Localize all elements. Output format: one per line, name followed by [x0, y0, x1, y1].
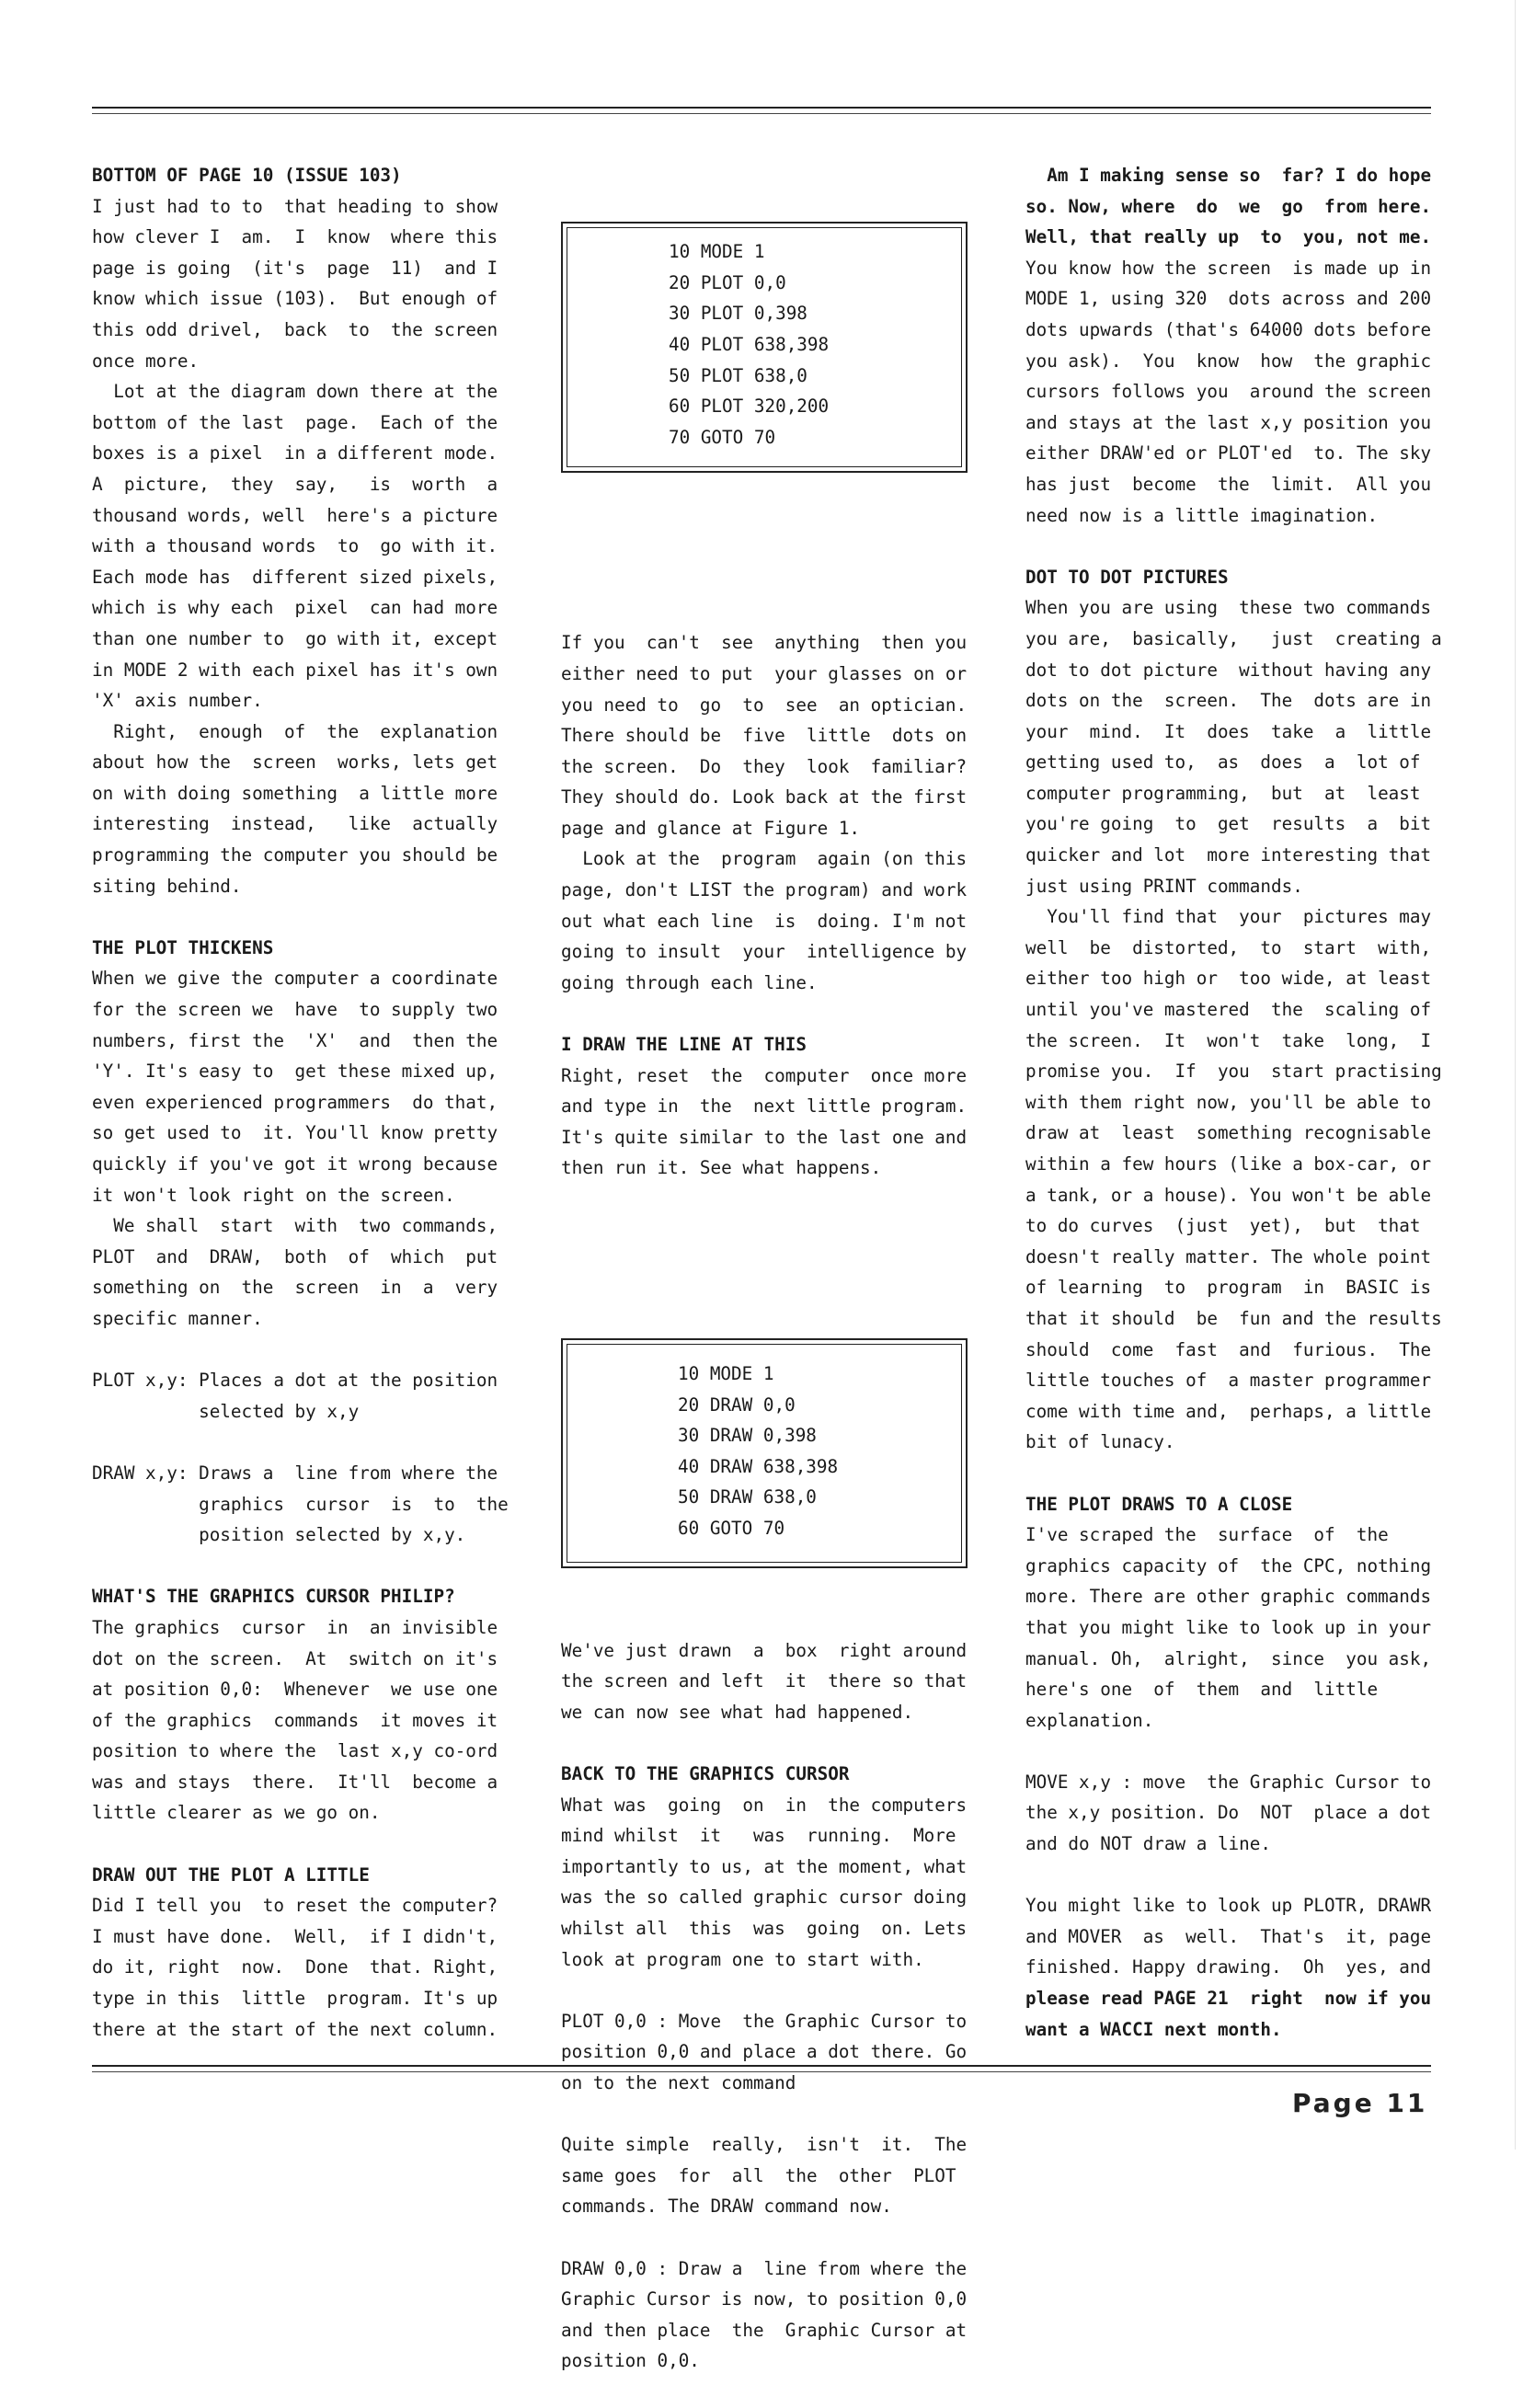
section-heading: WHAT'S THE GRAPHICS CURSOR PHILIP?: [92, 1586, 455, 1608]
text-line: page, don't LIST the program) and work: [561, 879, 968, 901]
section-heading: Well, that really up to you, not me.: [1025, 226, 1432, 248]
text-line: [561, 1975, 977, 2006]
text-line: DRAW 0,0 : Draw a line from where the: [561, 2257, 968, 2279]
text-line: within a few hours (like a box-car, or: [1025, 1153, 1432, 1175]
text-line: DRAW x,y: Draws a line from where the: [92, 1462, 498, 1484]
program-line: 50 PLOT 638,0: [669, 364, 807, 386]
text-line: either too high or too wide, at least: [1025, 968, 1432, 990]
text-line: that you might like to look up in your: [1025, 1616, 1432, 1638]
text-line: page is going (it's page 11) and I: [92, 257, 498, 279]
middle-column-text-a: [561, 627, 977, 1184]
text-line: siting behind.: [92, 875, 242, 897]
text-line: Each mode has different sized pixels,: [92, 566, 498, 588]
text-line: computer programming, but at least: [1025, 782, 1421, 804]
program-line: 10 MODE 1: [678, 1362, 774, 1384]
left-column: [92, 160, 508, 2045]
text-line: selected by x,y: [92, 1400, 360, 1422]
scan-edge: [1515, 0, 1516, 2150]
text-line: the screen. It won't take long, I: [1025, 1029, 1432, 1051]
text-line: and then place the Graphic Cursor at: [561, 2319, 968, 2341]
text-line: of the graphics commands it moves it: [92, 1709, 498, 1731]
text-line: numbers, first the 'X' and then the: [92, 1029, 498, 1051]
text-line: position 0,0 and place a dot there. Go: [561, 2041, 968, 2063]
text-line: come with time and, perhaps, a little: [1025, 1400, 1432, 1422]
text-line: then run it. See what happens.: [561, 1157, 882, 1179]
text-line: and type in the next little program.: [561, 1095, 968, 1118]
text-line: graphics capacity of the CPC, nothing: [1025, 1554, 1432, 1577]
text-line: [1025, 1458, 1439, 1489]
text-line: quicker and lot more interesting that: [1025, 844, 1432, 866]
middle-column-text-b: [561, 1635, 977, 2377]
text-line: interesting instead, like actually: [92, 813, 498, 835]
text-line: about how the screen works, lets get: [92, 751, 498, 774]
program-line: 50 DRAW 638,0: [678, 1486, 817, 1508]
section-heading: THE PLOT THICKENS: [92, 936, 274, 958]
text-line: bit of lunacy.: [1025, 1431, 1175, 1453]
text-line: know which issue (103). But enough of: [92, 288, 498, 310]
text-line: dots on the screen. The dots are in: [1025, 690, 1432, 712]
text-line: the screen and left it there so that: [561, 1670, 968, 1692]
program-line: 70 GOTO 70: [669, 426, 776, 448]
text-line: at position 0,0: Whenever we use one: [92, 1679, 498, 1701]
text-line: Lot at the diagram down there at the: [92, 381, 498, 403]
text-line: thousand words, well here's a picture: [92, 504, 498, 526]
text-line: [1025, 1736, 1439, 1767]
text-line: of learning to program in BASIC is: [1025, 1277, 1432, 1299]
text-line: you ask). You know how the graphic: [1025, 350, 1432, 372]
text-line: this odd drivel, back to the screen: [92, 318, 498, 340]
text-line: position 0,0.: [561, 2350, 700, 2372]
text-line: You might like to look up PLOTR, DRAWR: [1025, 1895, 1432, 1917]
text-line: little clearer as we go on.: [92, 1802, 381, 1824]
text-line: [92, 1335, 508, 1366]
text-line: out what each line is doing. I'm not: [561, 910, 968, 932]
program-line: 30 PLOT 0,398: [669, 303, 807, 325]
text-line: was the so called graphic cursor doing: [561, 1886, 968, 1909]
text-line: The graphics cursor in an invisible: [92, 1616, 498, 1638]
section-heading: Am I making sense so far? I do hope: [1025, 165, 1432, 186]
text-line: 'X' axis number.: [92, 690, 263, 712]
text-line: [92, 1427, 508, 1458]
text-line: was and stays there. It'll become a: [92, 1771, 498, 1793]
section-heading: I DRAW THE LINE AT THIS: [561, 1034, 807, 1056]
top-rule: [92, 107, 1431, 109]
text-line: [1025, 531, 1439, 562]
text-line: manual. Oh, alright, since you ask,: [1025, 1647, 1432, 1669]
text-line: look at program one to start with.: [561, 1948, 924, 1970]
text-line: either DRAW'ed or PLOT'ed to. The sky: [1025, 442, 1432, 464]
text-line: commands. The DRAW command now.: [561, 2196, 892, 2218]
text-line: cursors follows you around the screen: [1025, 381, 1432, 403]
section-heading: want a WACCI next month.: [1025, 2018, 1282, 2040]
program-line: 10 MODE 1: [669, 241, 765, 263]
text-line: [561, 2222, 977, 2253]
text-line: for the screen we have to supply two: [92, 999, 498, 1021]
text-line: mind whilst it was running. More: [561, 1825, 956, 1847]
text-line: position to where the last x,y co-ord: [92, 1740, 498, 1762]
text-line: just using PRINT commands.: [1025, 875, 1303, 897]
text-line: and MOVER as well. That's it, page: [1025, 1925, 1432, 1947]
text-line: finished. Happy drawing. Oh yes, and: [1025, 1956, 1432, 1978]
text-line: in MODE 2 with each pixel has it's own: [92, 659, 498, 681]
text-line: more. There are other graphic commands: [1025, 1586, 1432, 1608]
text-line: PLOT x,y: Places a dot at the position: [92, 1370, 498, 1392]
text-line: your mind. It does take a little: [1025, 720, 1432, 742]
text-line: You know how the screen is made up in: [1025, 257, 1432, 279]
text-line: quickly if you've got it wrong because: [92, 1153, 498, 1175]
text-line: 'Y'. It's easy to get these mixed up,: [92, 1061, 498, 1083]
text-line: you're going to get results a bit: [1025, 813, 1432, 835]
text-line: [561, 998, 977, 1029]
text-line: going through each line.: [561, 971, 818, 993]
text-line: the x,y position. Do NOT place a dot: [1025, 1802, 1432, 1824]
text-line: has just become the limit. All you: [1025, 473, 1432, 495]
text-line: It's quite similar to the last one and: [561, 1126, 968, 1148]
text-line: well be distorted, to start with,: [1025, 936, 1432, 958]
text-line: Right, reset the computer once more: [561, 1064, 968, 1086]
text-line: graphics cursor is to the: [92, 1493, 509, 1515]
text-line: They should do. Look back at the first: [561, 786, 968, 808]
text-line: I've scraped the surface of the: [1025, 1524, 1389, 1546]
text-line: until you've mastered the scaling of: [1025, 999, 1432, 1021]
text-line: We shall start with two commands,: [92, 1215, 498, 1237]
text-line: on with doing something a little more: [92, 782, 498, 804]
text-line: I just had to to that heading to show: [92, 195, 498, 217]
text-line: which is why each pixel can had more: [92, 597, 498, 619]
text-line: We've just drawn a box right around: [561, 1639, 968, 1661]
text-line: draw at least something recognisable: [1025, 1122, 1432, 1144]
text-line: There should be five little dots on: [561, 725, 968, 747]
text-line: Did I tell you to reset the computer?: [92, 1895, 498, 1917]
text-line: importantly to us, at the moment, what: [561, 1855, 968, 1877]
text-line: explanation.: [1025, 1709, 1154, 1731]
program-line: 30 DRAW 0,398: [678, 1425, 817, 1447]
text-line: do it, right now. Done that. Right,: [92, 1956, 498, 1978]
text-line: bottom of the last page. Each of the: [92, 411, 498, 433]
text-line: Right, enough of the explanation: [92, 720, 498, 742]
program-line: 60 PLOT 320,200: [669, 396, 830, 418]
text-line: there at the start of the next column.: [92, 2018, 498, 2040]
text-line: boxes is a pixel in a different mode.: [92, 442, 498, 464]
text-line: MODE 1, using 320 dots across and 200: [1025, 288, 1432, 310]
text-line: [561, 1728, 977, 1760]
text-line: with a thousand words to go with it.: [92, 535, 498, 557]
text-line: going to insult your intelligence by: [561, 941, 968, 963]
text-line: dot to dot picture without having any: [1025, 659, 1432, 681]
section-heading: DRAW OUT THE PLOT A LITTLE: [92, 1863, 370, 1886]
program-listing-2: [561, 1338, 968, 1568]
program-listing-1: [561, 222, 968, 473]
program-line: 60 GOTO 70: [678, 1517, 785, 1539]
text-line: the screen. Do they look familiar?: [561, 755, 968, 777]
text-line: dot on the screen. At switch on it's: [92, 1647, 498, 1669]
program-line: 40 DRAW 638,398: [678, 1455, 839, 1477]
text-line: doesn't really matter. The whole point: [1025, 1245, 1432, 1267]
text-line: on to the next command: [561, 2072, 796, 2094]
text-line: PLOT and DRAW, both of which put: [92, 1245, 498, 1267]
text-line: you are, basically, just creating a: [1025, 627, 1442, 649]
text-line: a tank, or a house). You won't be able: [1025, 1184, 1432, 1206]
text-line: that it should be fun and the results: [1025, 1307, 1442, 1329]
text-line: When you are using these two commands: [1025, 597, 1432, 619]
text-line: than one number to go with it, except: [92, 627, 498, 649]
text-line: we can now see what had happened.: [561, 1701, 914, 1723]
text-line: same goes for all the other PLOT: [561, 2164, 956, 2186]
text-line: promise you. If you start practising: [1025, 1061, 1442, 1083]
text-line: PLOT 0,0 : Move the Graphic Cursor to: [561, 2010, 968, 2032]
bottom-rule-inner: [92, 2071, 1431, 2072]
section-heading: THE PLOT DRAWS TO A CLOSE: [1025, 1493, 1293, 1515]
text-line: What was going on in the computers: [561, 1794, 968, 1816]
section-heading: DOT TO DOT PICTURES: [1025, 566, 1229, 588]
text-line: with them right now, you'll be able to: [1025, 1091, 1432, 1113]
text-line: should come fast and furious. The: [1025, 1338, 1432, 1360]
program-line: 40 PLOT 638,398: [669, 333, 830, 355]
text-line: You'll find that your pictures may: [1025, 906, 1432, 928]
text-line: [92, 1551, 508, 1582]
text-line: type in this little program. It's up: [92, 1988, 498, 2010]
text-line: it won't look right on the screen.: [92, 1184, 455, 1206]
text-line: little touches of a master programmer: [1025, 1370, 1432, 1392]
text-line: [561, 2099, 977, 2130]
text-line: and do NOT draw a line.: [1025, 1833, 1271, 1855]
text-line: If you can't see anything then you: [561, 632, 968, 654]
text-line: Look at the program again (on this: [561, 848, 968, 870]
text-line: programming the computer you should be: [92, 844, 498, 866]
text-line: dots upwards (that's 64000 dots before: [1025, 318, 1432, 340]
text-line: MOVE x,y : move the Graphic Cursor to: [1025, 1771, 1432, 1793]
section-heading: so. Now, where do we go from here.: [1025, 195, 1432, 217]
text-line: position selected by x,y.: [92, 1524, 466, 1546]
text-line: so get used to it. You'll know pretty: [92, 1122, 498, 1144]
section-heading: BACK TO THE GRAPHICS CURSOR: [561, 1763, 850, 1785]
text-line: how clever I am. I know where this: [92, 226, 498, 248]
program-line: 20 DRAW 0,0: [678, 1393, 796, 1416]
text-line: A picture, they say, is worth a: [92, 473, 498, 495]
text-line: even experienced programmers do that,: [92, 1091, 498, 1113]
text-line: you need to go to see an optician.: [561, 694, 968, 716]
text-line: here's one of them and little: [1025, 1679, 1379, 1701]
bottom-rule: [92, 2065, 1431, 2067]
text-line: Graphic Cursor is now, to position 0,0: [561, 2288, 968, 2311]
section-heading: please read PAGE 21 right now if you: [1025, 1988, 1432, 2010]
text-line: need now is a little imagination.: [1025, 504, 1379, 526]
text-line: [1025, 1860, 1439, 1891]
text-line: I must have done. Well, if I didn't,: [92, 1925, 498, 1947]
right-column: [1025, 160, 1442, 2045]
top-rule-inner: [92, 113, 1431, 114]
text-line: Quite simple really, isn't it. The: [561, 2134, 968, 2156]
page-number: Page 11: [1292, 2088, 1428, 2118]
text-line: When we give the computer a coordinate: [92, 968, 498, 990]
text-line: once more.: [92, 350, 200, 372]
text-line: to do curves (just yet), but that: [1025, 1215, 1421, 1237]
section-heading: BOTTOM OF PAGE 10 (ISSUE 103): [92, 165, 402, 186]
text-line: whilst all this was going on. Lets: [561, 1918, 968, 1940]
text-line: something on the screen in a very: [92, 1277, 498, 1299]
text-line: page and glance at Figure 1.: [561, 817, 861, 839]
text-line: specific manner.: [92, 1307, 263, 1329]
text-line: getting used to, as does a lot of: [1025, 751, 1421, 774]
text-line: [92, 901, 508, 933]
program-line: 20 PLOT 0,0: [669, 271, 786, 293]
text-line: and stays at the last x,y position you: [1025, 411, 1432, 433]
text-line: either need to put your glasses on or: [561, 662, 968, 684]
text-line: [92, 1829, 508, 1860]
